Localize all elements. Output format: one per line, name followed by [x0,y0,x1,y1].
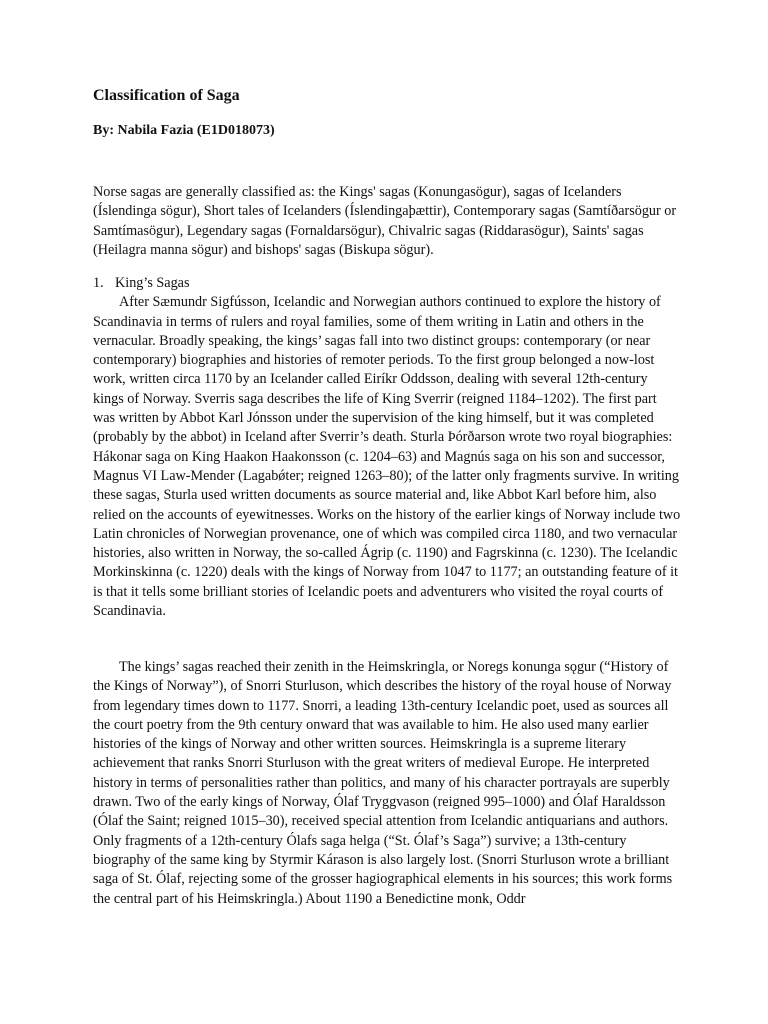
intro-paragraph: Norse sagas are generally classified as: the Kings' sagas (Konungasögur), sagas of Icelanders (Íslendinga sögur), Short tales of Icelanders (Íslendingaþættir), Contemporary sagas (Samtíðarsögur or Samtímasögur), Legendary sagas (Fornaldarsögur), Chivalric sagas (Riddarasögur), Saints' sagas (Heilagra manna sögur) and bishops' sagas (Biskupa sögur). [93,184,677,258]
author-byline: By: Nabila Fazia (E1D018073) [93,123,275,138]
section-paragraph-2: The kings’ sagas reached their zenith in the Heimskringla, or Noregs konunga sǫgur (“History of the Kings of Norway”), of Snorri Sturluson, which describes the history of the royal house of Norway from legendary times down to 1177. Snorri, a leading 13th-century Icelandic poet, used as sources all the court poetry from the 9th century onward that was available to him. He also used many earlier histories of the kings of Norway and other written sources. Heimskringla is a supreme literary achievement that ranks Snorri Sturluson with the great writers of medieval Europe. He interpreted history in terms of personalities rather than politics, and many of his character portrayals are superbly drawn. Two of the early kings of Norway, Ólaf Tryggvason (reigned 995–1000) and Ólaf Haraldsson (Ólaf the Saint; reigned 1015–30), received special attention from Icelandic antiquarians and authors. Only fragments of a 12th-century Ólafs saga helga (“St. Ólaf’s Saga”) survive; a 13th-century biography of the same king by Styrmir Kárason is also largely lost. (Snorri Sturluson wrote a brilliant saga of St. Ólaf, rejecting some of the grosser hagiographical elements in his sources; this work forms the central part of his Heimskringla.) About 1190 a Benedictine monk, Oddr [93,659,673,907]
section-paragraph-1: After Sæmundr Sigfússon, Icelandic and Norwegian authors continued to explore the history of Scandinavia in terms of rulers and royal families, some of them writing in Latin and others in the vernacular. Broadly speaking, the kings’ sagas fall into two distinct groups: contemporary (or near contemporary) biographies and histories of remoter periods. To the first group belonged a now-lost work, written circa 1170 by an Icelander called Eiríkr Oddsson, dealing with several 12th-century kings of Norway. Sverris saga describes the life of King Sverrir (reigned 1184–1202). The first part was written by Abbot Karl Jónsson under the supervision of the king himself, but it was completed (probably by the abbot) in Iceland after Sverrir’s death. Sturla Þórðarson wrote two royal biographies: Hákonar saga on King Haakon Haakonsson (c. 1204–63) and Magnús saga on his son and successor, Magnus VI Law-Mender (Lagabǿter; reigned 1263–80); of the latter only fragments survive. In writing these sagas, Sturla used written documents as source material and, like Abbot Karl before him, also relied on the accounts of eyewitnesses. Works on the history of the earlier kings of Norway include two Latin chronicles of Norwegian provenance, one of which was compiled circa 1180, and two vernacular histories, also written in Norway, the so-called Ágrip (c. 1190) and Fagrskinna (c. 1230). The Icelandic Morkinskinna (c. 1220) deals with the kings of Norway from 1047 to 1177; an outstanding feature of it is that it tells some brilliant stories of Icelandic poets and adventurers who visited the royal courts of Scandinavia. [93,294,681,620]
section-number: 1. [93,275,104,291]
section-kings-sagas [93,274,681,621]
document-title: Classification of Saga [93,87,240,104]
section-heading [93,274,681,293]
section-heading-text: King’s Sagas [115,275,190,291]
